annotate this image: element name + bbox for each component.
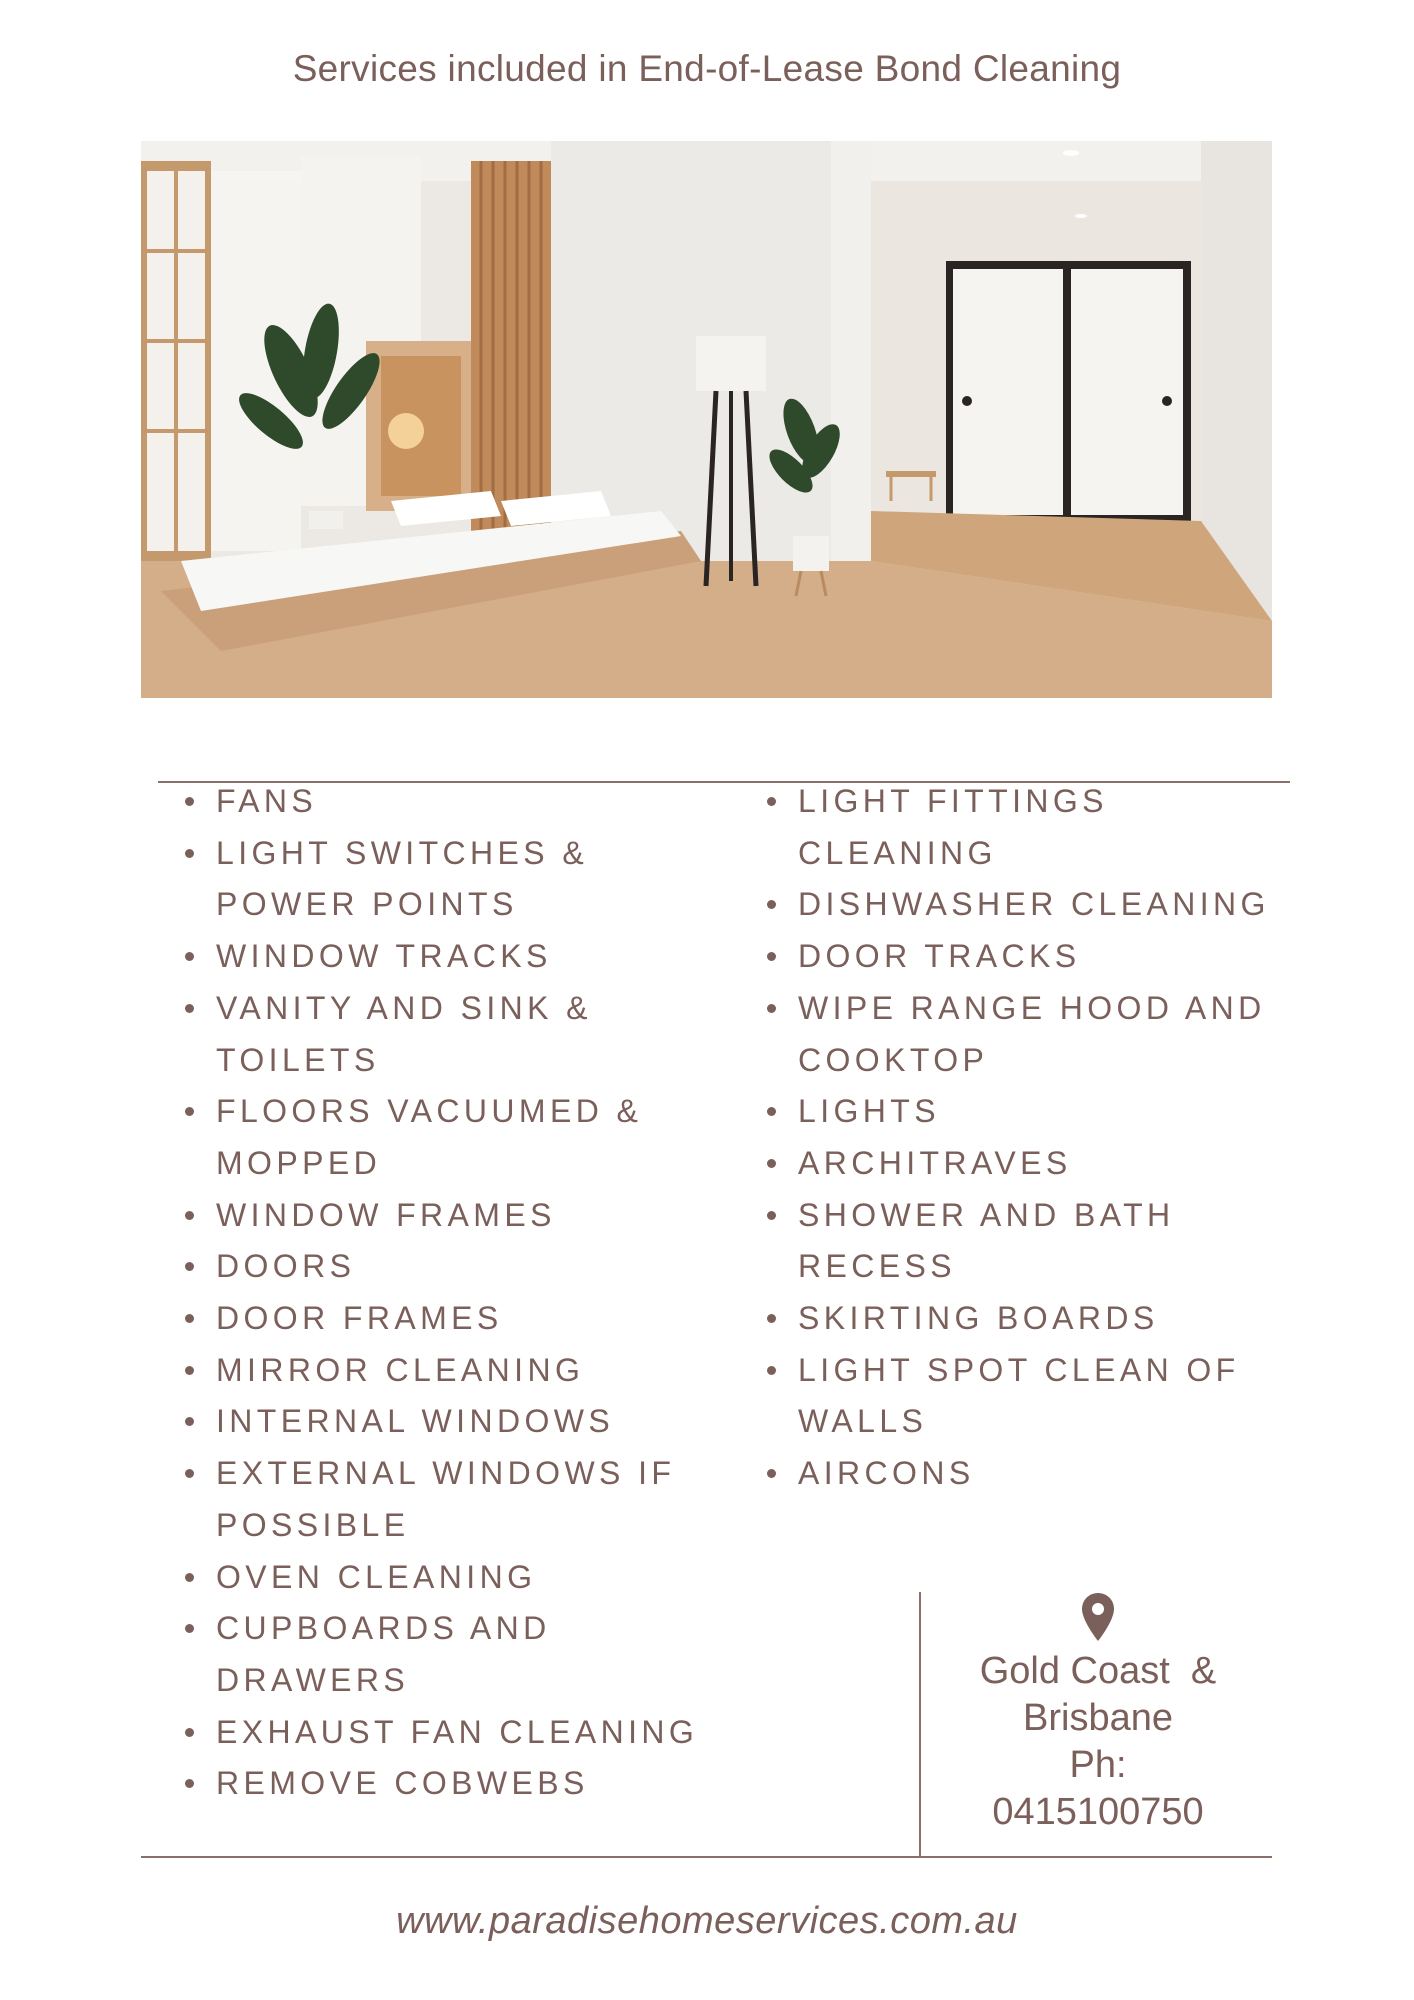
services-list-right xyxy=(764,776,1284,1500)
list-item: AIRCONS xyxy=(764,1448,1284,1500)
list-item: FLOORS VACUUMED & MOPPED xyxy=(182,1086,742,1189)
list-item: WIPE RANGE HOOD AND COOKTOP xyxy=(764,983,1284,1086)
bottom-divider xyxy=(141,1856,1272,1858)
list-item: VANITY AND SINK & TOILETS xyxy=(182,983,742,1086)
list-item: EXHAUST FAN CLEANING xyxy=(182,1707,742,1759)
list-item: EXTERNAL WINDOWS IF POSSIBLE xyxy=(182,1448,742,1551)
list-item: INTERNAL WINDOWS xyxy=(182,1396,742,1448)
contact-divider xyxy=(919,1592,921,1856)
contact-block xyxy=(928,1592,1268,1836)
page-title: Services included in End-of-Lease Bond Cleaning xyxy=(292,48,1122,89)
list-item: DOOR TRACKS xyxy=(764,931,1284,983)
list-item: WINDOW TRACKS xyxy=(182,931,742,983)
website-link[interactable]: www.paradisehomeservices.com.au xyxy=(396,1900,1018,1942)
contact-location-line2: Brisbane xyxy=(1023,1697,1173,1739)
list-item: LIGHTS xyxy=(764,1086,1284,1138)
list-item: LIGHT SPOT CLEAN OF WALLS xyxy=(764,1345,1284,1448)
list-item: DOORS xyxy=(182,1241,742,1293)
list-item: CUPBOARDS AND DRAWERS xyxy=(182,1603,742,1706)
list-item: SHOWER AND BATH RECESS xyxy=(764,1190,1284,1293)
list-item: DOOR FRAMES xyxy=(182,1293,742,1345)
list-item: LIGHT SWITCHES & POWER POINTS xyxy=(182,828,742,931)
list-item: OVEN CLEANING xyxy=(182,1552,742,1604)
services-list-left xyxy=(182,776,742,1810)
list-item: FANS xyxy=(182,776,742,828)
list-item: REMOVE COBWEBS xyxy=(182,1758,742,1810)
list-item: SKIRTING BOARDS xyxy=(764,1293,1284,1345)
list-item: ARCHITRAVES xyxy=(764,1138,1284,1190)
list-item: WINDOW FRAMES xyxy=(182,1190,742,1242)
list-item: MIRROR CLEANING xyxy=(182,1345,742,1397)
list-item: DISHWASHER CLEANING xyxy=(764,879,1284,931)
contact-phone-label: Ph: xyxy=(1069,1744,1127,1786)
list-item: LIGHT FITTINGS CLEANING xyxy=(764,776,1284,879)
location-pin-icon xyxy=(1081,1592,1115,1642)
contact-phone-number[interactable]: 0415100750 xyxy=(992,1791,1204,1833)
contact-location-line1: Gold Coast & xyxy=(979,1650,1217,1692)
bedroom-photo xyxy=(141,141,1272,698)
